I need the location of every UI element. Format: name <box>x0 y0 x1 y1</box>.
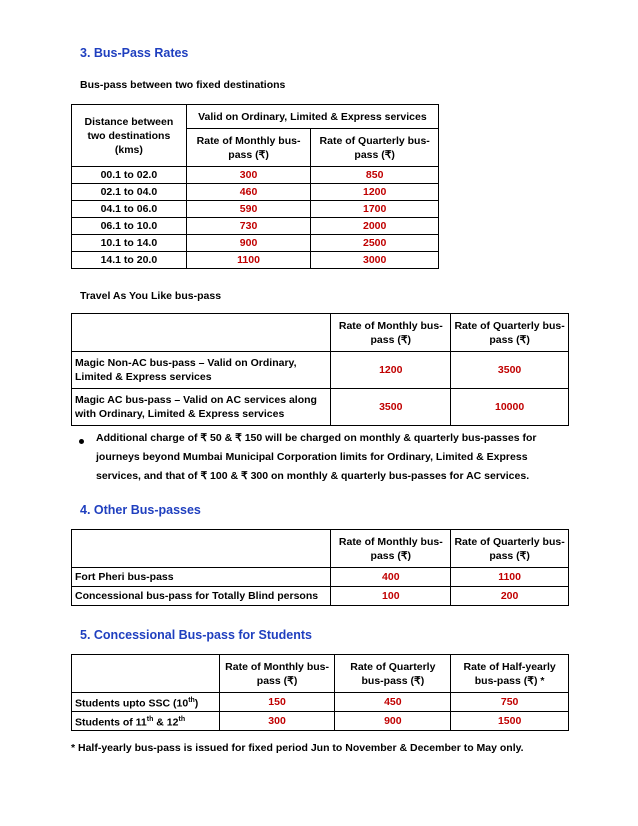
quarterly-rate: 2000 <box>311 218 439 235</box>
section-4-heading: 4. Other Bus-passes <box>80 503 201 517</box>
monthly-rate: 900 <box>186 235 311 252</box>
halfyearly-rate: 1500 <box>451 712 569 731</box>
valid-services-header: Valid on Ordinary, Limited & Express services <box>186 105 438 129</box>
monthly-rate: 100 <box>331 587 451 606</box>
table-row <box>72 712 569 731</box>
table-row <box>72 201 439 218</box>
quarterly-rate: 200 <box>451 587 569 606</box>
monthly-rate: 1200 <box>331 352 451 389</box>
distance-header: Distance between two destinations (kms) <box>72 105 187 167</box>
monthly-header: Rate of Monthly bus-pass (₹) <box>331 314 451 352</box>
other-bus-passes-table <box>71 529 569 606</box>
quarterly-header: Rate of Quarterly bus-pass (₹) <box>311 129 439 167</box>
pass-type-label: Concessional bus-pass for Totally Blind persons <box>72 587 331 606</box>
table-row <box>72 352 569 389</box>
monthly-rate: 590 <box>186 201 311 218</box>
table-row <box>72 252 439 269</box>
pass-type-label: Fort Pheri bus-pass <box>72 568 331 587</box>
distance-range: 02.1 to 04.0 <box>72 184 187 201</box>
monthly-rate: 1100 <box>186 252 311 269</box>
quarterly-rate: 2500 <box>311 235 439 252</box>
note-line-2: journeys beyond Mumbai Municipal Corporation limits for Ordinary, Limited & Express <box>96 451 528 463</box>
bullet-icon <box>79 439 84 444</box>
pass-type-label: Magic AC bus-pass – Valid on AC services along with Ordinary, Limited & Express services <box>72 389 331 426</box>
section-3-heading: 3. Bus-Pass Rates <box>80 46 189 60</box>
quarterly-rate: 3500 <box>451 352 569 389</box>
distance-range: 04.1 to 06.0 <box>72 201 187 218</box>
monthly-rate: 400 <box>331 568 451 587</box>
distance-range: 06.1 to 10.0 <box>72 218 187 235</box>
quarterly-rate: 10000 <box>451 389 569 426</box>
table-row <box>72 693 569 712</box>
table-row <box>72 235 439 252</box>
section-3-subtitle: Bus-pass between two fixed destinations <box>80 79 286 91</box>
empty-header-cell <box>72 314 331 352</box>
monthly-rate: 460 <box>186 184 311 201</box>
empty-header-cell <box>72 530 331 568</box>
quarterly-header: Rate of Quarterly bus-pass (₹) <box>451 530 569 568</box>
half-yearly-footnote: * Half-yearly bus-pass is issued for fixed period Jun to November & December to May only. <box>71 742 524 754</box>
monthly-header: Rate of Monthly bus-pass (₹) <box>219 655 335 693</box>
monthly-rate: 300 <box>219 712 335 731</box>
pass-type-label: Magic Non-AC bus-pass – Valid on Ordinary, Limited & Express services <box>72 352 331 389</box>
monthly-rate: 300 <box>186 167 311 184</box>
note-line-1: Additional charge of ₹ 50 & ₹ 150 will be charged on monthly & quarterly bus-passes for <box>96 432 537 444</box>
quarterly-rate: 450 <box>335 693 451 712</box>
student-category-label: Students of 11th & 12th <box>72 712 220 731</box>
monthly-rate: 3500 <box>331 389 451 426</box>
quarterly-rate: 3000 <box>311 252 439 269</box>
table-row <box>72 389 569 426</box>
section-5-heading: 5. Concessional Bus-pass for Students <box>80 628 312 642</box>
note-line-3: services, and that of ₹ 100 & ₹ 300 on monthly & quarterly bus-passes for AC services. <box>96 470 530 482</box>
monthly-rate: 150 <box>219 693 335 712</box>
table-row <box>72 184 439 201</box>
monthly-rate: 730 <box>186 218 311 235</box>
quarterly-header: Rate of Quarterly bus-pass (₹) <box>451 314 569 352</box>
quarterly-rate: 1200 <box>311 184 439 201</box>
student-category-label: Students upto SSC (10th) <box>72 693 220 712</box>
table-row <box>72 218 439 235</box>
distance-range: 14.1 to 20.0 <box>72 252 187 269</box>
quarterly-rate: 1100 <box>451 568 569 587</box>
quarterly-rate: 1700 <box>311 201 439 218</box>
bus-pass-rates-table <box>71 104 439 269</box>
tayl-table <box>71 313 569 426</box>
monthly-header: Rate of Monthly bus-pass (₹) <box>186 129 311 167</box>
halfyearly-rate: 750 <box>451 693 569 712</box>
quarterly-header: Rate of Quarterly bus-pass (₹) <box>335 655 451 693</box>
quarterly-rate: 900 <box>335 712 451 731</box>
empty-header-cell <box>72 655 220 693</box>
table-row <box>72 167 439 184</box>
distance-range: 00.1 to 02.0 <box>72 167 187 184</box>
tayl-title: Travel As You Like bus-pass <box>80 290 222 302</box>
halfyearly-header: Rate of Half-yearly bus-pass (₹) * <box>451 655 569 693</box>
distance-range: 10.1 to 14.0 <box>72 235 187 252</box>
table-row <box>72 568 569 587</box>
student-passes-table <box>71 654 569 731</box>
quarterly-rate: 850 <box>311 167 439 184</box>
table-row <box>72 587 569 606</box>
monthly-header: Rate of Monthly bus-pass (₹) <box>331 530 451 568</box>
